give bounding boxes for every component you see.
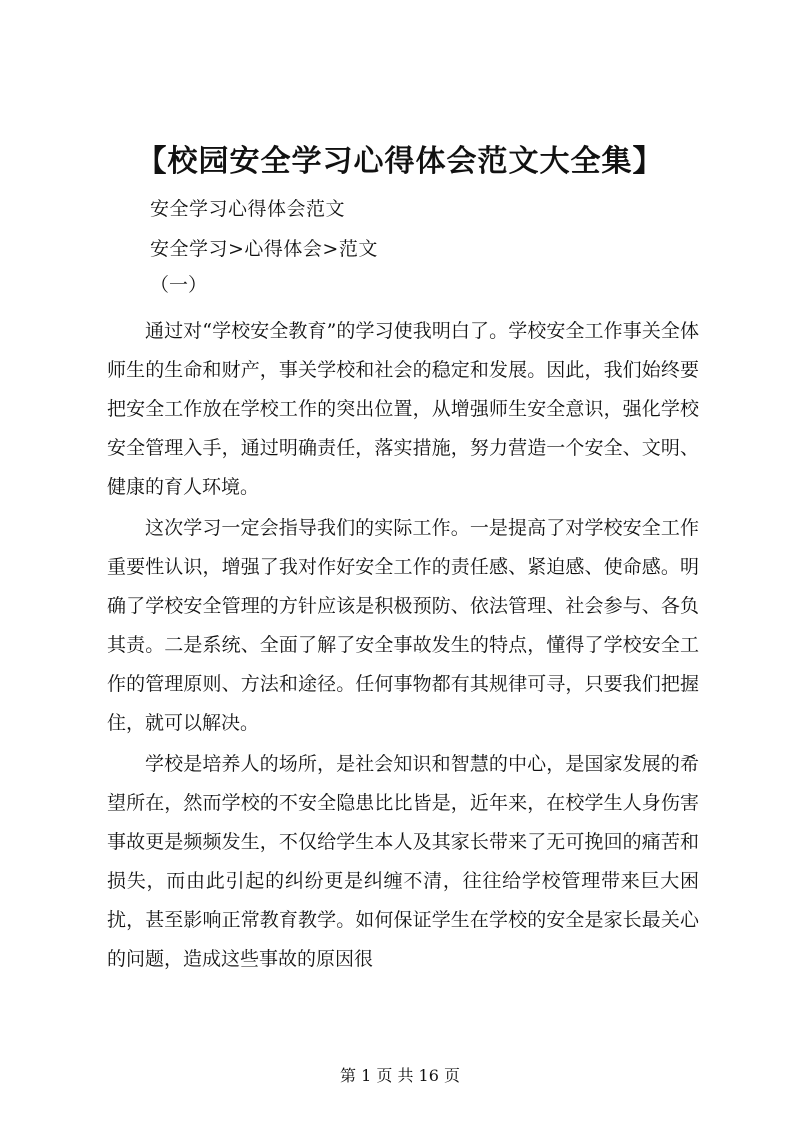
document-title: 【校园安全学习心得体会范文大全集】: [136, 144, 664, 179]
body-paragraph-3: 学校是培养人的场所，是社会知识和智慧的中心，是国家发展的希望所在，然而学校的不安全隐患比比皆是，近年来，在校学生人身伤害事故更是频频发生，不仅给学生本人及其家长带来了无可挽回的痛苦和损失，而由此引起的纠纷更是纠缠不清，往往给学校管理带来巨大困扰，甚至影响正常教育教学。如何保证学生在学校的安全是家长最关心的问题，造成这些事故的原因很: [107, 753, 699, 970]
page-footer: 第 1 页 共 16 页: [340, 1066, 460, 1085]
body-paragraph-2: 这次学习一定会指导我们的实际工作。一是提高了对学校安全工作重要性认识，增强了我对作好安全工作的责任感、紧迫感、使命感。明确了学校安全管理的方针应该是积极预防、依法管理、社会参与、各负其责。二是系统、全面了解了安全事故发生的特点，懂得了学校安全工作的管理原则、方法和途径。任何事物都有其规律可寻，只要我们把握住，就可以解决。: [107, 517, 699, 734]
breadcrumb: 安全学习>心得体会>范文: [150, 238, 378, 260]
section-number: （一）: [150, 274, 208, 296]
document-subtitle: 安全学习心得体会范文: [150, 198, 346, 220]
body-paragraph-1: 通过对“学校安全教育”的学习使我明白了。学校安全工作事关全体师生的生命和财产，事关学校和社会的稳定和发展。因此，我们始终要把安全工作放在学校工作的突出位置，从增强师生安全意识，强化学校安全管理入手，通过明确责任，落实措施，努力营造一个安全、文明、健康的育人环境。: [107, 320, 699, 498]
